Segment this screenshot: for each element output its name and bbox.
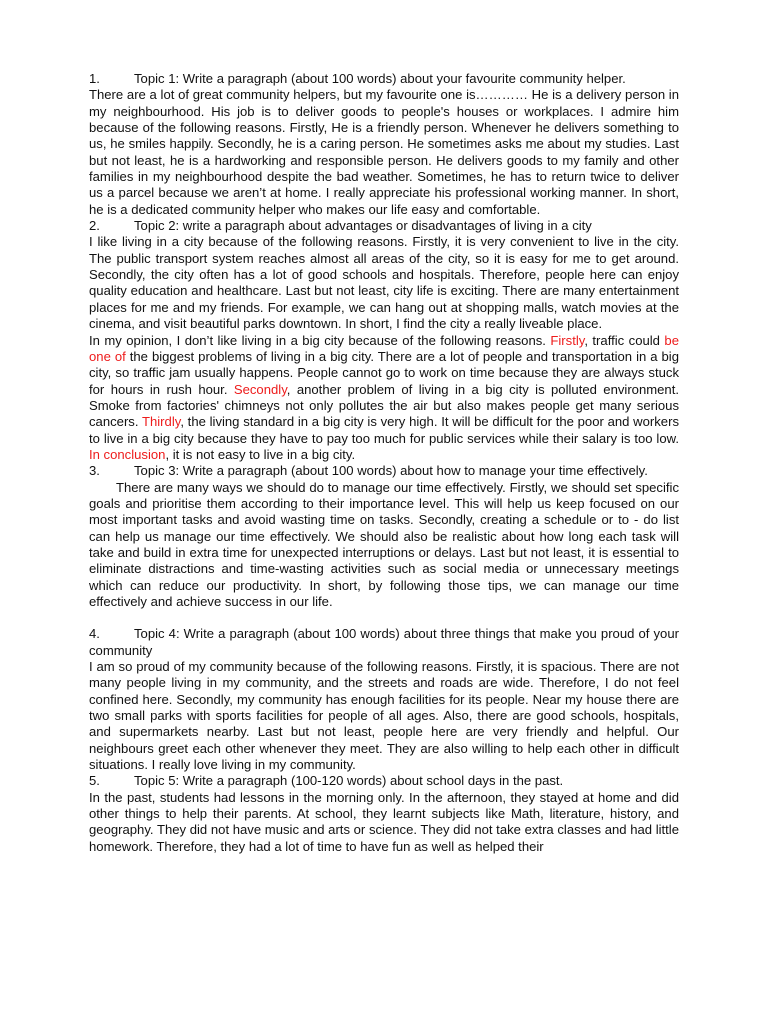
- opinion-text: , traffic could: [584, 332, 665, 348]
- topic-5-paragraph: In the past, students had lessons in the morning only. In the afternoon, they stayed at home and did other things to help their parents. At school, they learnt subjects like Math, literature, history, and geography. They did not have music and arts or science. They did not take extra classes and had little homework. Therefore, they had a lot of time to have fun as well as helped their: [89, 789, 679, 854]
- topic-2-paragraph: I like living in a city because of the following reasons. Firstly, it is very convenient to live in the city. The public transport system reaches almost all areas of the city, so it is easy for me to get around. Secondly, the city often has a lot of good schools and hospitals. Therefore, people here can enjoy quality education and healthcare. Last but not least, city life is exciting. There are many entertainment places for me and my friends. For example, we can hang out at shopping malls, watch movies at the cinema, and visit beautiful parks downtown. In short, I find the city a really liveable place.: [89, 234, 679, 332]
- highlight-in-conclusion: In conclusion: [89, 446, 166, 462]
- topic-1-number: 1.: [89, 71, 100, 86]
- topic-4-heading: [89, 626, 679, 659]
- blank-line: [89, 610, 679, 626]
- topic-2-opinion-paragraph: [89, 333, 679, 464]
- opinion-text: , the living standard in a big city is very high. It will be difficult for the poor and workers to live in a big city because they have to pay too much for public services while their salary is too low.: [89, 414, 679, 446]
- opinion-text: , it is not easy to live in a big city.: [165, 446, 356, 462]
- topic-3-number: 3.: [89, 463, 100, 479]
- topic-5-heading: [89, 773, 679, 789]
- topic-3-paragraph: There are many ways we should do to manage our time effectively. Firstly, we should set specific goals and prioritise them according to their importance level. This will help us keep focused on our most important tasks and avoid wasting time on tasks. Secondly, creating a schedule or to - do list can help us manage our time effectively. We should also be realistic about how long each task will take and build in extra time for unexpected interruptions or delays. Last but not least, it is essential to eliminate distractions and time-wasting activities such as social media or unnecessary meetings which can reduce our productivity. In short, by following those tips, we can manage our time effectively and achieve success in our life.: [89, 479, 679, 609]
- highlight-thirdly: Thirdly: [141, 414, 181, 430]
- topic-4-number: 4.: [89, 626, 100, 642]
- opinion-text: the biggest problems of living in a big city. There are a lot of people and transportation in a big city, so traffic jam usually happens. People cannot go to work on time because they are always stuck for hours in rush hour.: [89, 348, 679, 397]
- topic-5-title: Topic 5: Write a paragraph (100-120 words) about school days in the past.: [134, 773, 564, 789]
- highlight-firstly: Firstly: [550, 332, 585, 348]
- topic-1-title: Topic 1: Write a paragraph (about 100 words) about your favourite community helper.: [134, 71, 626, 86]
- topic-4-paragraph: I am so proud of my community because of the following reasons. Firstly, it is spacious. There are not many people living in my community, and the streets and roads are wide. Therefore, I do not feel confined here. Secondly, my community has enough facilities for its people. Near my house there are two small parks with sports facilities for people of all ages. Also, there are good schools, hospitals, and supermarkets nearby. Last but not least, people here are very friendly and helpful. Our neighbours greet each other whenever they meet. They are also willing to help each other in difficult situations. I really love living in my community.: [89, 659, 679, 773]
- opinion-text: , another problem of living in a big city is polluted environment. Smoke from factories' chimneys not only pollutes the air but also makes people get many serious cancers.: [89, 381, 679, 430]
- highlight-secondly: Secondly: [233, 381, 287, 397]
- topic-4-title: Topic 4: Write a paragraph (about 100 words) about three things that make you proud of your community: [89, 626, 679, 658]
- topic-2-title: Topic 2: write a paragraph about advantages or disadvantages of living in a city: [134, 218, 592, 234]
- topic-3-heading: [89, 463, 679, 479]
- topic-2-number: 2.: [89, 218, 100, 234]
- topic-3-title: Topic 3: Write a paragraph (about 100 words) about how to manage your time effectively.: [134, 463, 648, 479]
- opinion-text: In my opinion, I don’t like living in a big city because of the following reasons.: [89, 332, 551, 348]
- topic-1-heading: [89, 71, 679, 87]
- topic-2-heading: [89, 218, 679, 234]
- topic-5-number: 5.: [89, 773, 100, 789]
- topic-1-paragraph: There are a lot of great community helpers, but my favourite one is………… He is a delivery person in my neighbourhood. His job is to deliver goods to people's houses or workplaces. I admire him because of the following reasons. Firstly, He is a friendly person. Whenever he delivers something to us, he smiles happily. Secondly, he is a caring person. He sometimes asks me about my studies. Last but not least, he is a hardworking and responsible person. He delivers goods to my family and other families in my neighbourhood despite the bad weather. Sometimes, he has to return twice to deliver us a parcel because we aren’t at home. I really appreciate his professional working manner. In short, he is a dedicated community helper who makes our life easy and comfortable.: [89, 87, 679, 217]
- highlight-be-one-of: be one of: [89, 332, 679, 364]
